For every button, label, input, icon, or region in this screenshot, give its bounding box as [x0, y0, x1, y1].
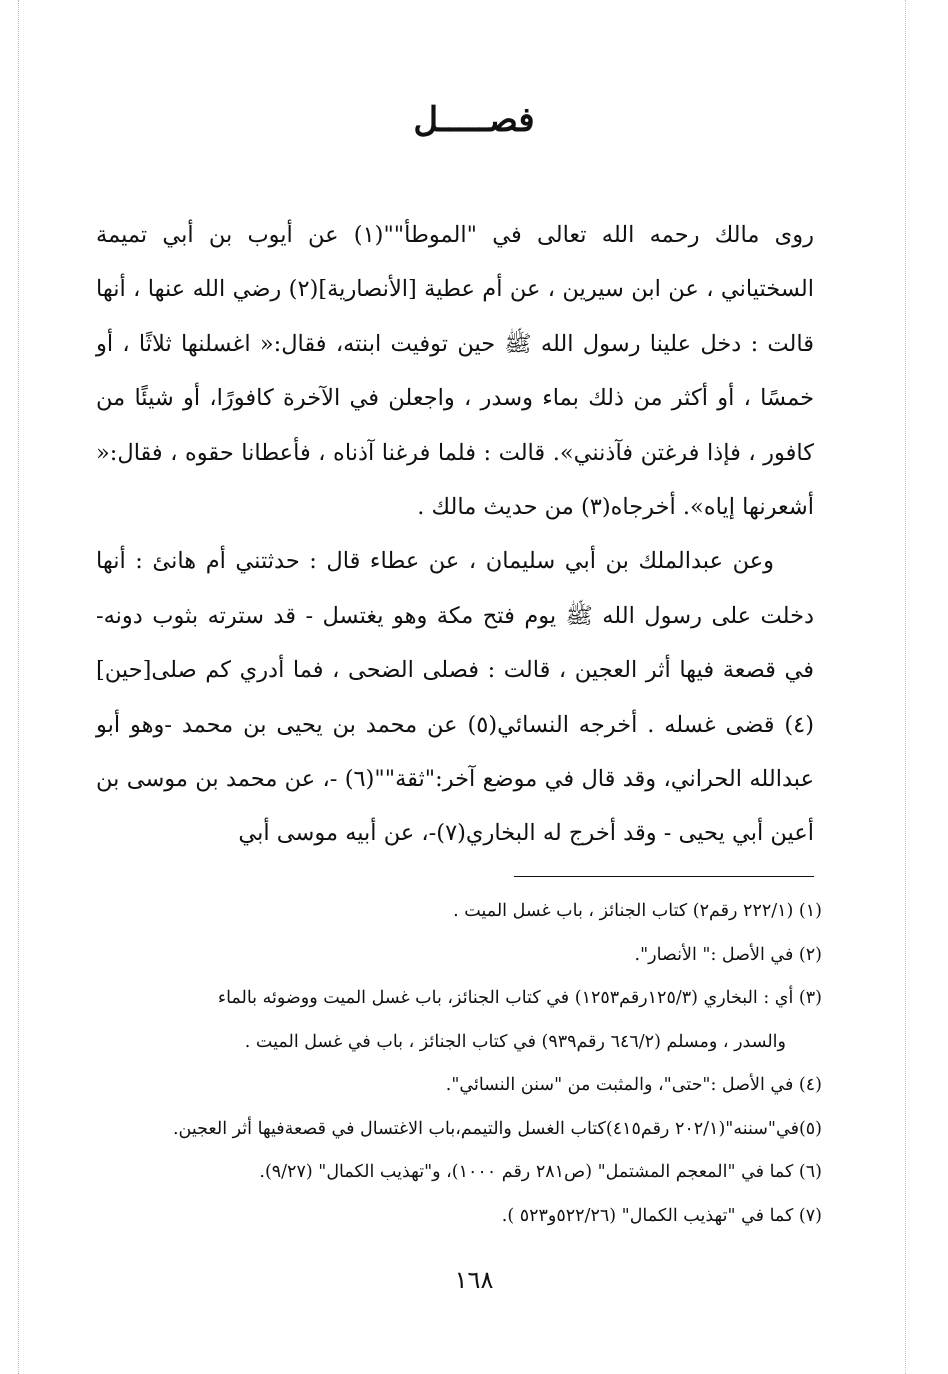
footnote-separator [514, 876, 814, 877]
footnote-6: (٦) كما في "المعجم المشتمل" (ص٢٨١ رقم ١٠٠٠)، و"تهذيب الكمال" (٩/٢٧). [259, 1162, 822, 1182]
body-text [96, 208, 814, 861]
scan-border-right [905, 0, 906, 1374]
body-paragraph-2: وعن عبدالملك بن أبي سليمان ، عن عطاء قال : حدثتني أم هانئ : أنها دخلت على رسول الله ﷺ يوم فتح مكة وهو يغتسل - قد سترته بثوب دونه- في قصعة فيها أثر العجين ، قالت : فصلى الضحى ، فما أدري كم صلى[حين](٤) قضى غسله . أخرجه النسائي(٥) عن محمد بن يحيى بن محمد -وهو أبو عبدالله الحراني، وقد قال في موضع آخر:"ثقة""(٦) -، عن محمد بن موسى بن أعين أبي يحيى - وقد أخرج له البخاري(٧)-، عن أبيه موسى أبي [96, 548, 814, 847]
section-heading [0, 100, 948, 140]
section-heading-text: فصـــــل [413, 100, 535, 140]
footnotes [96, 890, 822, 1238]
footnote-5: (٥)في"سننه"(٢٠٢/١ رقم٤١٥)كتاب الغسل والتيمم،باب الاغتسال في قصعةفيها أثر العجين. [172, 1118, 822, 1139]
footnote-2: (٢) في الأصل :" الأنصار". [634, 944, 822, 965]
footnote-3-continued: والسدر ، ومسلم (٦٤٦/٢ رقم٩٣٩) في كتاب الجنائز ، باب في غسل الميت . [244, 1031, 786, 1052]
footnote-3: (٣) أي : البخاري (١٢٥/٣رقم١٢٥٣) في كتاب الجنائز، باب غسل الميت ووضوئه بالماء [217, 988, 822, 1008]
footnote-7: (٧) كما في "تهذيب الكمال" (٥٢٢/٢٦و٥٢٣ ). [501, 1205, 822, 1226]
footnote-1: (١) (٢٢٢/١ رقم٢) كتاب الجنائز ، باب غسل الميت . [453, 901, 822, 921]
page-number: ١٦٨ [454, 1266, 494, 1294]
scan-border-left [18, 0, 19, 1374]
footnote-4: (٤) في الأصل :"حتى"، والمثبت من "سنن النسائي". [445, 1075, 822, 1095]
body-paragraph-1: روى مالك رحمه الله تعالى في "الموطأ""(١) عن أيوب بن أبي تميمة السختياني ، عن ابن سيرين ، عن أم عطية [الأنصارية](٢) رضي الله عنها ، أنها قالت : دخل علينا رسول الله ﷺ حين توفيت ابنته، فقال:« اغسلنها ثلاثًا ، أو خمسًا ، أو أكثر من ذلك بماء وسدر ، واجعلن في الآخرة كافورًا، أو شيئًا من كافور ، فإذا فرغتن فآذنني». قالت : فلما فرغنا آذناه ، فأعطانا حقوه ، فقال:« أشعرنها إياه». أخرجاه(٣) من حديث مالك . [96, 222, 814, 521]
